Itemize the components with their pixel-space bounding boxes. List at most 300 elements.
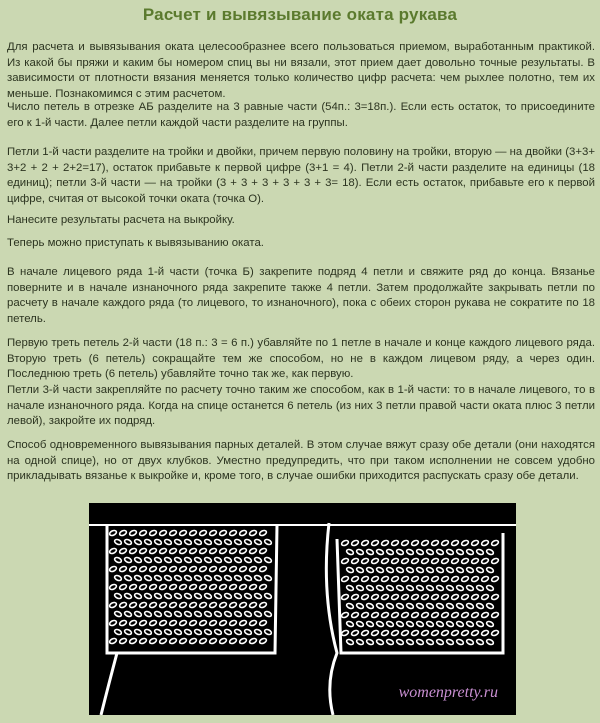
stitch [431,611,439,618]
stitch [446,566,454,573]
paragraph-division: Число петель в отрезке АБ разделите на 3 равные части (54п.: 3=18п.). Если есть остаток, то присоедините его к 1-й части. Далее петли каждой части разделите на группы. [7,101,595,129]
stitch [159,529,167,536]
right-piece-stitches [341,539,499,645]
stitch [224,556,232,563]
stitch [184,592,192,599]
stitch [481,629,489,636]
stitch [426,602,434,609]
stitch [219,529,227,536]
stitch [224,538,232,545]
stitch [421,629,429,636]
stitch [219,601,227,608]
stitch [461,611,469,618]
stitch [159,601,167,608]
stitch [129,547,137,554]
stitch [209,547,217,554]
stitch [144,628,152,635]
stitch [159,583,167,590]
watermark-text: womenpretty.ru [398,684,498,701]
stitch [436,548,444,555]
stitch [486,638,494,645]
stitch [109,565,117,572]
stitch [224,628,232,635]
stitch [361,593,369,600]
stitch [481,575,489,582]
stitch [361,629,369,636]
stitch [451,557,459,564]
stitch [219,565,227,572]
stitch [481,611,489,618]
stitch [194,628,202,635]
stitch [164,538,172,545]
stitch [129,637,137,644]
stitch [174,610,182,617]
stitch [209,601,217,608]
stitch [411,539,419,546]
stitch [199,529,207,536]
stitch [476,566,484,573]
stitch [431,593,439,600]
stitch [154,556,162,563]
stitch [199,547,207,554]
stitch [406,638,414,645]
stitch [406,620,414,627]
stitch [446,548,454,555]
stitch [476,584,484,591]
stitch [396,602,404,609]
stitch [129,601,137,608]
stitch [179,529,187,536]
stitch [416,638,424,645]
stitch [351,557,359,564]
stitch [159,547,167,554]
stitch [129,529,137,536]
stitch [199,583,207,590]
stitch [356,548,364,555]
stitch [154,610,162,617]
stitch [149,619,157,626]
stitch [471,593,479,600]
stitch [254,610,262,617]
stitch [154,574,162,581]
stitch [189,601,197,608]
stitch [491,611,499,618]
stitch [154,538,162,545]
stitch [391,629,399,636]
stitch [476,620,484,627]
stitch [239,583,247,590]
stitch [239,619,247,626]
stitch [371,593,379,600]
stitch [239,565,247,572]
stitch [164,592,172,599]
stitch [259,547,267,554]
stitch [481,557,489,564]
stitch [254,538,262,545]
stitch [371,539,379,546]
stitch [179,583,187,590]
stitch [229,529,237,536]
stitch [134,610,142,617]
stitch [214,628,222,635]
stitch [376,566,384,573]
stitch [159,565,167,572]
stitch [139,529,147,536]
stitch [184,610,192,617]
stitch [416,620,424,627]
stitch [411,593,419,600]
stitch [466,584,474,591]
stitch [199,619,207,626]
stitch [264,556,272,563]
stitch [204,574,212,581]
stitch [461,539,469,546]
stitch [416,548,424,555]
stitch [114,574,122,581]
stitch [109,601,117,608]
stitch [149,583,157,590]
stitch [366,566,374,573]
stitch [144,556,152,563]
stitch [426,584,434,591]
stitch [471,629,479,636]
stitch [154,592,162,599]
stitch [416,566,424,573]
stitch [401,593,409,600]
stitch [204,592,212,599]
stitch [416,602,424,609]
stitch [239,637,247,644]
stitch [254,628,262,635]
stitch [189,619,197,626]
stitch [381,557,389,564]
stitch [264,610,272,617]
stitch [124,592,132,599]
stitch [386,602,394,609]
stitch [164,556,172,563]
stitch [486,548,494,555]
stitch [204,628,212,635]
stitch [471,575,479,582]
stitch [194,556,202,563]
stitch [149,547,157,554]
stitch [239,601,247,608]
stitch [351,629,359,636]
stitch [396,584,404,591]
stitch [134,592,142,599]
stitch [491,557,499,564]
stitch [351,575,359,582]
stitch [139,601,147,608]
stitch [391,611,399,618]
stitch [476,548,484,555]
stitch [109,529,117,536]
stitch [411,611,419,618]
paragraph-pattern: Нанесите результаты расчета на выкройку. [7,214,235,226]
stitch [491,593,499,600]
stitch [124,556,132,563]
stitch [381,539,389,546]
stitch [189,637,197,644]
stitch [471,557,479,564]
stitch [381,629,389,636]
stitch [491,629,499,636]
stitch [174,538,182,545]
yarn-strand-left [101,653,117,715]
stitch [411,629,419,636]
stitch [149,529,157,536]
stitch [164,610,172,617]
stitch [451,611,459,618]
stitch [119,637,127,644]
stitch [486,566,494,573]
stitch [391,575,399,582]
stitch [234,574,242,581]
stitch [134,556,142,563]
stitch [194,592,202,599]
stitch [346,638,354,645]
stitch [264,538,272,545]
stitch [114,610,122,617]
stitch [411,557,419,564]
stitch [119,529,127,536]
stitch [129,619,137,626]
stitch [209,583,217,590]
stitch [249,583,257,590]
stitch [239,547,247,554]
stitch [174,628,182,635]
stitch [234,610,242,617]
stitch [144,574,152,581]
stitch [184,628,192,635]
stitch [244,610,252,617]
stitch [214,610,222,617]
paragraph-groups: Петли 1-й части разделите на тройки и двойки, причем первую половину на тройки, вторую — на двойки (3+3+ 3+2 + 2 + 2+2=17), остаток прибавьте к первой цифре (3+1 = 4). Петли 2-й части разделите на единицы (18 единиц); петли 3-й части — на тройки (3 + 3 + 3 + 3 + 3 + 3= 18). Если есть остаток, прибавьте его к первой цифре, считая от высокой точки оката (точка О). [7,146,595,205]
stitch [134,628,142,635]
stitch [356,602,364,609]
stitch [239,529,247,536]
stitch [406,548,414,555]
stitch [254,592,262,599]
stitch [466,548,474,555]
stitch [456,548,464,555]
stitch [371,629,379,636]
stitch [406,566,414,573]
stitch [371,557,379,564]
stitch [341,611,349,618]
stitch [376,548,384,555]
stitch [259,565,267,572]
stitch [481,593,489,600]
stitch [214,592,222,599]
stitch [219,583,227,590]
stitch [426,548,434,555]
stitch [371,575,379,582]
stitch [149,601,157,608]
stitch [481,539,489,546]
stitch [114,628,122,635]
stitch [154,628,162,635]
paragraph-part2: Первую треть петель 2-й части (18 п.: 3 = 6 п.) убавляйте по 1 петле в начале и конце каждого лицевого ряда. Вторую треть (6 петель) сокращайте тем же способом, но не в каждом лицевом ряду, а через один. Последнюю треть (6 петель) убавляйте точно так же, как первую. [7,337,595,380]
stitch [466,638,474,645]
stitch [219,637,227,644]
stitch [134,538,142,545]
stitch [461,593,469,600]
stitch [149,637,157,644]
paragraph-intro: Для расчета и вывязывания оката целесообразнее всего пользоваться приемом, выработанным практикой. Из какой бы пряжи и каким бы номером спиц вы ни вязали, этот прием дает довольно точные результаты. В зависимости от плотности вязания меняется только количество цифр расчета: чем рыхлее полотно, тем их меньше. Познакомимся с этим расчетом. [7,41,595,100]
stitch [249,529,257,536]
stitch [376,638,384,645]
stitch [341,629,349,636]
stitch [169,637,177,644]
stitch [451,575,459,582]
stitch [114,538,122,545]
stitch [391,557,399,564]
stitch [159,619,167,626]
stitch [421,575,429,582]
stitch [436,584,444,591]
stitch [264,628,272,635]
stitch [341,539,349,546]
stitch [244,628,252,635]
stitch [234,556,242,563]
stitch [416,584,424,591]
stitch [169,565,177,572]
stitch [366,638,374,645]
left-piece-stitches [109,529,272,644]
stitch [229,547,237,554]
stitch [476,638,484,645]
stitch [109,547,117,554]
stitch [109,637,117,644]
stitch [264,574,272,581]
stitch [406,602,414,609]
stitch [119,619,127,626]
stitch [259,529,267,536]
stitch [129,583,137,590]
stitch [441,539,449,546]
stitch [421,539,429,546]
stitch [249,565,257,572]
stitch [401,629,409,636]
stitch [229,619,237,626]
stitch [386,638,394,645]
stitch [184,538,192,545]
stitch [351,593,359,600]
stitch [396,620,404,627]
stitch [386,548,394,555]
stitch [466,620,474,627]
stitch [341,575,349,582]
stitch [199,565,207,572]
stitch [214,556,222,563]
yarn-strand-middle [326,523,337,715]
stitch [406,584,414,591]
stitch [476,602,484,609]
stitch [421,611,429,618]
stitch [486,602,494,609]
stitch [214,574,222,581]
stitch [396,566,404,573]
stitch [346,620,354,627]
stitch [249,601,257,608]
stitch [376,620,384,627]
stitch [249,637,257,644]
paragraph-part3: Петли 3-й части закрепляйте по расчету точно таким же способом, как в 1-й части: то в начале лицевого, то в начале изнаночного ряда. Когда на спице останется 6 петель (из них 3 петли правой части оката плюс 3 петли левой), закройте их подряд. [7,384,595,427]
stitch [224,574,232,581]
stitch [259,619,267,626]
stitch [451,539,459,546]
stitch [426,566,434,573]
stitch [179,601,187,608]
stitch [441,557,449,564]
stitch [229,637,237,644]
stitch [219,547,227,554]
stitch [224,592,232,599]
stitch [436,602,444,609]
stitch [249,619,257,626]
stitch [264,592,272,599]
stitch [361,557,369,564]
stitch [169,529,177,536]
stitch [189,565,197,572]
stitch [234,628,242,635]
stitch [361,539,369,546]
stitch [376,584,384,591]
stitch [341,593,349,600]
stitch [401,611,409,618]
stitch [431,629,439,636]
stitch [209,565,217,572]
stitch [174,592,182,599]
stitch [254,574,262,581]
stitch [119,565,127,572]
stitch [199,601,207,608]
stitch [194,610,202,617]
stitch [346,566,354,573]
stitch [351,539,359,546]
stitch [356,638,364,645]
article-title: Расчет и вывязывание оката рукава [142,5,458,24]
stitch [114,592,122,599]
stitch [259,583,267,590]
stitch [244,556,252,563]
stitch [209,529,217,536]
stitch [229,583,237,590]
stitch [446,620,454,627]
paragraph-part1: В начале лицевого ряда 1-й части (точка Б) закрепите подряд 4 петли и свяжите ряд до конца. Вязанье поверните и в начале изнаночного ряда закрепите также 4 петли. Затем продолжайте закрывать петли по расчету в начале каждого ряда (то лицевого, то изнаночного), пока с обеих сторон рукава не сократите по 18 петель. [7,266,595,325]
stitch [461,629,469,636]
stitch [446,602,454,609]
stitch [471,611,479,618]
stitch [356,584,364,591]
stitch [119,547,127,554]
stitch [341,557,349,564]
stitch [139,637,147,644]
stitch [164,628,172,635]
stitch [139,619,147,626]
stitch [401,575,409,582]
stitch [259,601,267,608]
stitch [441,629,449,636]
stitch [441,611,449,618]
stitch [194,574,202,581]
stitch [119,583,127,590]
stitch [244,592,252,599]
stitch [351,611,359,618]
stitch [486,620,494,627]
stitch [244,574,252,581]
